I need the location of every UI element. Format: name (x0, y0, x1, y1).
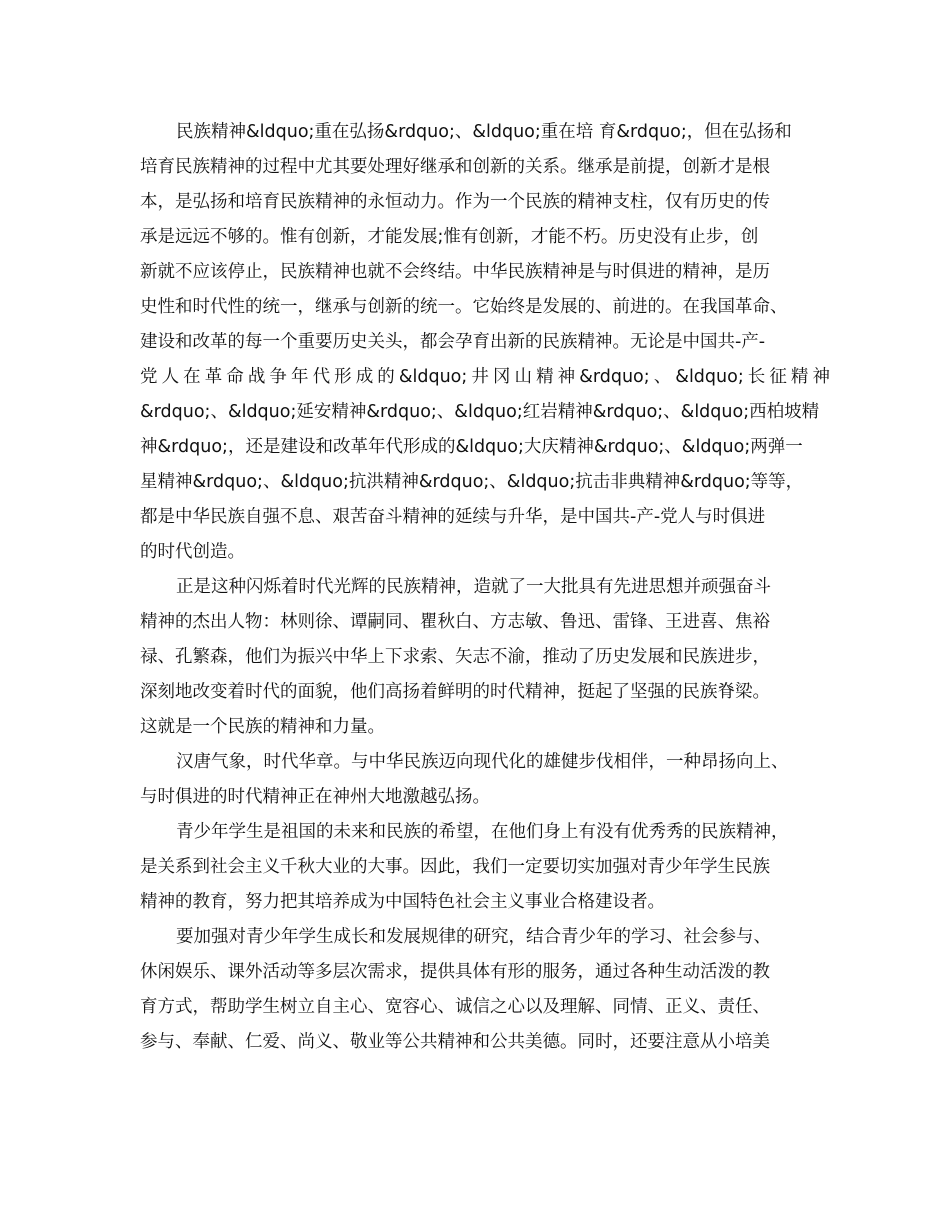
text-line: 休闲娱乐、课外活动等多层次需求，提供具体有形的服务，通过各种生动活泼的教 (140, 962, 770, 982)
text-line: 参与、奉献、仁爱、尚义、敬业等公共精神和公共美德。同时，还要注意从小培美 (140, 1032, 770, 1052)
text-line: 汉唐气象，时代华章。与中华民族迈向现代化的雄健步伐相伴，一种昂扬向上、 (176, 752, 789, 772)
text-line: 神&rdquo;，还是建设和改革年代形成的&ldquo;大庆精神&rdquo;、&ldquo;两弹一 (140, 437, 803, 457)
text-line: 建设和改革的每一个重要历史关头，都会孕育出新的民族精神。无论是中国共-产- (140, 332, 766, 352)
text-line: 禄、孔繁森，他们为振兴中华上下求索、矢志不渝，推动了历史发展和民族进步， (140, 647, 770, 667)
text-line: 民族精神&ldquo;重在弘扬&rdquo;、&ldquo;重在培 育&rdquo;，但在弘扬和 (176, 122, 792, 142)
text-line: 精神的杰出人物：林则徐、谭嗣同、瞿秋白、方志敏、鲁迅、雷锋、王进喜、焦裕 (140, 612, 770, 632)
text-line: &rdquo;、&ldquo;延安精神&rdquo;、&ldquo;红岩精神&rdquo;、&ldquo;西柏坡精 (140, 402, 820, 422)
text-line: 这就是一个民族的精神和力量。 (140, 717, 385, 737)
text-line: 史性和时代性的统一，继承与创新的统一。它始终是发展的、前进的。在我国革命、 (140, 297, 788, 317)
text-line: 育方式，帮助学生树立自主心、宽容心、诚信之心以及理解、同情、正义、责任、 (140, 997, 770, 1017)
text-line: 都是中华民族自强不息、艰苦奋斗精神的延续与升华，是中国共-产-党人与时俱进 (140, 507, 766, 527)
text-line: 要加强对青少年学生成长和发展规律的研究，结合青少年的学习、社会参与、 (176, 927, 771, 947)
text-line: 新就不应该停止，民族精神也就不会终结。中华民族精神是与时俱进的精神，是历 (140, 262, 770, 282)
text-line: 是关系到社会主义千秋大业的大事。因此，我们一定要切实加强对青少年学生民族 (140, 857, 770, 877)
text-line: 深刻地改变着时代的面貌，他们高扬着鲜明的时代精神，挺起了坚强的民族脊梁。 (140, 682, 770, 702)
text-line: 青少年学生是祖国的未来和民族的希望，在他们身上有没有优秀秀的民族精神， (176, 822, 789, 842)
text-line: 承是远远不够的。惟有创新，才能发展;惟有创新，才能不朽。历史没有止步，创 (140, 227, 759, 247)
text-line: 本，是弘扬和培育民族精神的永恒动力。作为一个民族的精神支柱，仅有历史的传 (140, 192, 770, 212)
text-line: 星精神&rdquo;、&ldquo;抗洪精神&rdquo;、&ldquo;抗击非典精神&rdquo;等等， (140, 472, 804, 492)
text-line: 精神的教育，努力把其培养成为中国特色社会主义事业合格建设者。 (140, 892, 665, 912)
text-line: 正是这种闪烁着时代光辉的民族精神，造就了一大批具有先进思想并顽强奋斗 (176, 577, 771, 597)
text-line: 培育民族精神的过程中尤其要处理好继承和创新的关系。继承是前提，创新才是根 (140, 157, 770, 177)
text-line: 党人在革命战争年代形成的&ldquo;井冈山精神&rdquo;、&ldquo;长征精神 (140, 367, 830, 387)
text-line: 的时代创造。 (140, 542, 245, 562)
text-line: 与时俱进的时代精神正在神州大地激越弘扬。 (140, 787, 490, 807)
document-body (140, 115, 830, 1060)
